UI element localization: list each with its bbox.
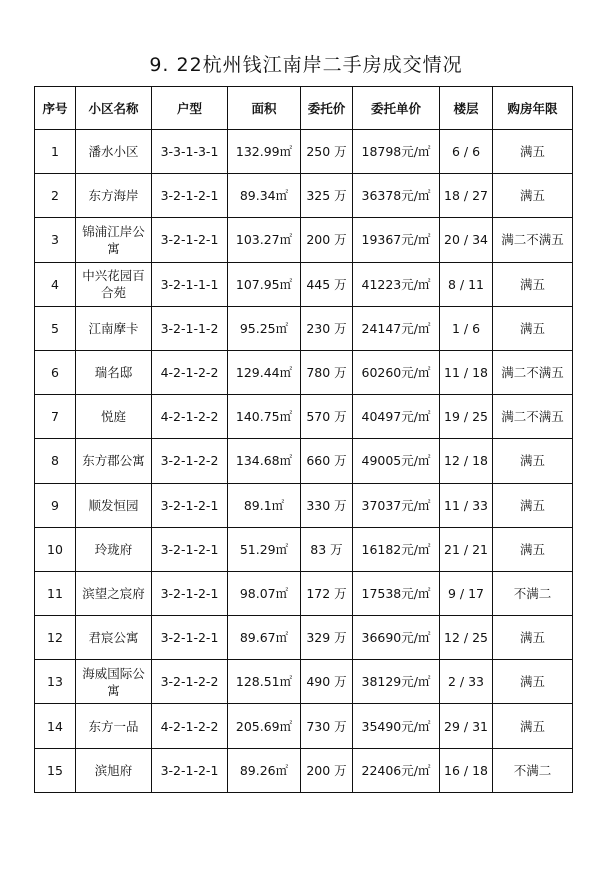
table-row: [35, 483, 573, 527]
cell-layout: 3-2-1-2-1: [152, 483, 228, 527]
cell-floor: 20 / 34: [440, 218, 493, 262]
cell-price: 83 万: [301, 527, 353, 571]
page-title: 9. 22杭州钱江南岸二手房成交情况: [149, 54, 463, 76]
cell-area: 51.29㎡: [228, 527, 301, 571]
cell-community: 君宸公寓: [76, 616, 152, 660]
cell-unit-price: 19367元/㎡: [353, 218, 440, 262]
cell-index: 8: [35, 439, 76, 483]
header-years: 购房年限: [493, 87, 573, 130]
cell-layout: 4-2-1-2-2: [152, 395, 228, 439]
cell-floor: 12 / 18: [440, 439, 493, 483]
cell-price: 730 万: [301, 704, 353, 748]
cell-layout: 3-2-1-2-1: [152, 748, 228, 792]
header-index: 序号: [35, 87, 76, 130]
header-layout: 户型: [152, 87, 228, 130]
cell-price: 570 万: [301, 395, 353, 439]
cell-unit-price: 18798元/㎡: [353, 130, 440, 174]
cell-index: 2: [35, 174, 76, 218]
cell-floor: 21 / 21: [440, 527, 493, 571]
cell-area: 132.99㎡: [228, 130, 301, 174]
cell-area: 95.25㎡: [228, 306, 301, 350]
cell-layout: 3-2-1-1-1: [152, 262, 228, 306]
cell-years: 满五: [493, 174, 573, 218]
cell-community: 顺发恒园: [76, 483, 152, 527]
table-row: [35, 350, 573, 394]
table-row: [35, 395, 573, 439]
cell-area: 89.1㎡: [228, 483, 301, 527]
cell-index: 10: [35, 527, 76, 571]
cell-price: 490 万: [301, 660, 353, 704]
cell-area: 103.27㎡: [228, 218, 301, 262]
cell-index: 11: [35, 571, 76, 615]
cell-layout: 3-2-1-2-1: [152, 527, 228, 571]
cell-unit-price: 41223元/㎡: [353, 262, 440, 306]
table-row: [35, 130, 573, 174]
transactions-table: [34, 86, 573, 793]
table-row: [35, 571, 573, 615]
table-row: [35, 748, 573, 792]
table-row: [35, 174, 573, 218]
cell-index: 3: [35, 218, 76, 262]
table-row: [35, 306, 573, 350]
cell-community: 东方郡公寓: [76, 439, 152, 483]
cell-unit-price: 38129元/㎡: [353, 660, 440, 704]
cell-price: 200 万: [301, 748, 353, 792]
header-community: 小区名称: [76, 87, 152, 130]
cell-years: 满二不满五: [493, 395, 573, 439]
cell-area: 89.34㎡: [228, 174, 301, 218]
cell-community: 东方一品: [76, 704, 152, 748]
cell-unit-price: 24147元/㎡: [353, 306, 440, 350]
cell-price: 780 万: [301, 350, 353, 394]
cell-years: 满五: [493, 527, 573, 571]
cell-index: 9: [35, 483, 76, 527]
cell-price: 250 万: [301, 130, 353, 174]
header-unit-price: 委托单价: [353, 87, 440, 130]
table-row: [35, 660, 573, 704]
cell-years: 满五: [493, 130, 573, 174]
cell-unit-price: 36378元/㎡: [353, 174, 440, 218]
cell-price: 329 万: [301, 616, 353, 660]
cell-price: 660 万: [301, 439, 353, 483]
cell-years: 满五: [493, 483, 573, 527]
cell-layout: 3-2-1-2-1: [152, 571, 228, 615]
cell-area: 205.69㎡: [228, 704, 301, 748]
cell-floor: 11 / 33: [440, 483, 493, 527]
cell-years: 满五: [493, 262, 573, 306]
cell-unit-price: 49005元/㎡: [353, 439, 440, 483]
cell-layout: 3-2-1-2-2: [152, 439, 228, 483]
cell-layout: 4-2-1-2-2: [152, 704, 228, 748]
cell-price: 200 万: [301, 218, 353, 262]
header-floor: 楼层: [440, 87, 493, 130]
cell-layout: 3-3-1-3-1: [152, 130, 228, 174]
cell-area: 140.75㎡: [228, 395, 301, 439]
cell-years: 满二不满五: [493, 350, 573, 394]
cell-community: 潘水小区: [76, 130, 152, 174]
cell-price: 172 万: [301, 571, 353, 615]
cell-floor: 2 / 33: [440, 660, 493, 704]
cell-layout: 3-2-1-2-2: [152, 660, 228, 704]
cell-index: 7: [35, 395, 76, 439]
table-body: [35, 130, 573, 793]
cell-community: 江南摩卡: [76, 306, 152, 350]
cell-index: 6: [35, 350, 76, 394]
cell-community: 滨望之宸府: [76, 571, 152, 615]
cell-unit-price: 22406元/㎡: [353, 748, 440, 792]
cell-unit-price: 60260元/㎡: [353, 350, 440, 394]
cell-price: 325 万: [301, 174, 353, 218]
cell-area: 89.67㎡: [228, 616, 301, 660]
cell-community: 东方海岸: [76, 174, 152, 218]
cell-years: 满五: [493, 439, 573, 483]
cell-years: 不满二: [493, 571, 573, 615]
cell-price: 230 万: [301, 306, 353, 350]
cell-layout: 3-2-1-2-1: [152, 174, 228, 218]
cell-floor: 12 / 25: [440, 616, 493, 660]
cell-unit-price: 17538元/㎡: [353, 571, 440, 615]
table-row: [35, 527, 573, 571]
cell-floor: 11 / 18: [440, 350, 493, 394]
cell-floor: 18 / 27: [440, 174, 493, 218]
cell-unit-price: 35490元/㎡: [353, 704, 440, 748]
cell-unit-price: 40497元/㎡: [353, 395, 440, 439]
table-row: [35, 704, 573, 748]
cell-floor: 16 / 18: [440, 748, 493, 792]
cell-community: 锦浦江岸公寓: [76, 218, 152, 262]
cell-floor: 1 / 6: [440, 306, 493, 350]
cell-area: 128.51㎡: [228, 660, 301, 704]
cell-years: 满二不满五: [493, 218, 573, 262]
cell-community: 玲珑府: [76, 527, 152, 571]
table-header-row: [35, 87, 573, 130]
cell-unit-price: 36690元/㎡: [353, 616, 440, 660]
cell-index: 15: [35, 748, 76, 792]
header-area: 面积: [228, 87, 301, 130]
cell-price: 445 万: [301, 262, 353, 306]
cell-floor: 19 / 25: [440, 395, 493, 439]
cell-community: 滨旭府: [76, 748, 152, 792]
cell-community: 悦庭: [76, 395, 152, 439]
cell-layout: 3-2-1-1-2: [152, 306, 228, 350]
table-row: [35, 439, 573, 483]
cell-years: 满五: [493, 306, 573, 350]
cell-layout: 4-2-1-2-2: [152, 350, 228, 394]
cell-index: 14: [35, 704, 76, 748]
cell-price: 330 万: [301, 483, 353, 527]
cell-unit-price: 37037元/㎡: [353, 483, 440, 527]
cell-floor: 29 / 31: [440, 704, 493, 748]
cell-unit-price: 16182元/㎡: [353, 527, 440, 571]
cell-index: 4: [35, 262, 76, 306]
cell-floor: 6 / 6: [440, 130, 493, 174]
cell-years: 满五: [493, 616, 573, 660]
cell-area: 107.95㎡: [228, 262, 301, 306]
table-row: [35, 616, 573, 660]
cell-years: 满五: [493, 660, 573, 704]
cell-area: 98.07㎡: [228, 571, 301, 615]
cell-area: 129.44㎡: [228, 350, 301, 394]
cell-years: 满五: [493, 704, 573, 748]
cell-floor: 9 / 17: [440, 571, 493, 615]
cell-index: 12: [35, 616, 76, 660]
table-row: [35, 218, 573, 262]
table-row: [35, 262, 573, 306]
cell-area: 89.26㎡: [228, 748, 301, 792]
cell-index: 13: [35, 660, 76, 704]
cell-community: 海威国际公寓: [76, 660, 152, 704]
header-price: 委托价: [301, 87, 353, 130]
cell-floor: 8 / 11: [440, 262, 493, 306]
cell-community: 中兴花园百合苑: [76, 262, 152, 306]
cell-index: 5: [35, 306, 76, 350]
cell-layout: 3-2-1-2-1: [152, 218, 228, 262]
cell-area: 134.68㎡: [228, 439, 301, 483]
cell-years: 不满二: [493, 748, 573, 792]
cell-community: 瑞名邸: [76, 350, 152, 394]
cell-layout: 3-2-1-2-1: [152, 616, 228, 660]
cell-index: 1: [35, 130, 76, 174]
